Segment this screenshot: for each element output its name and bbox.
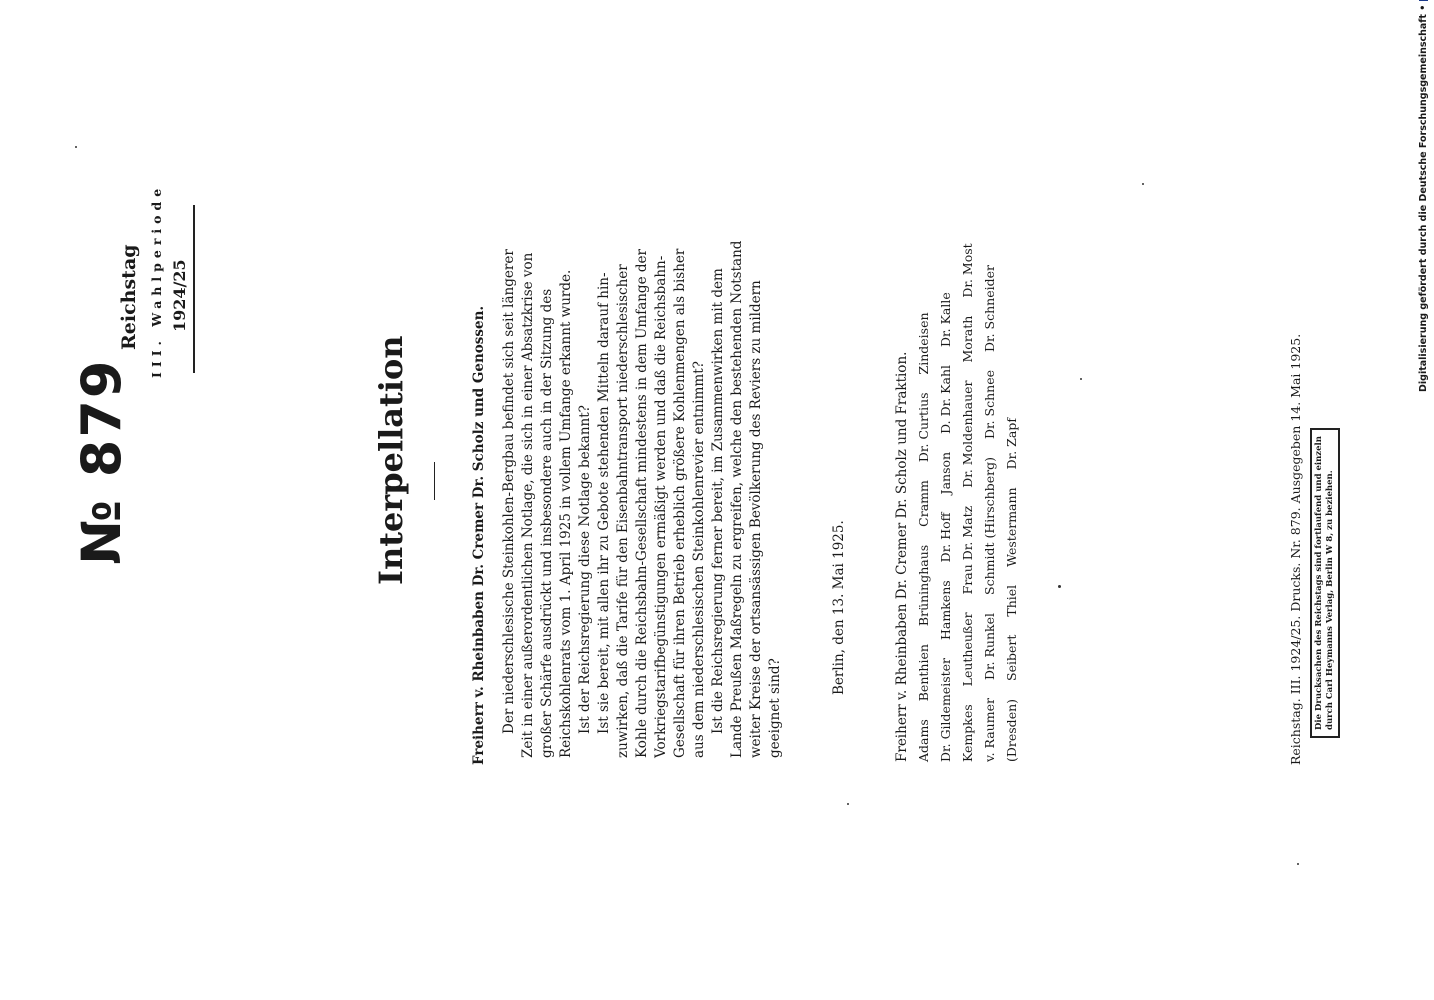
signer-name: Dr. Kalle xyxy=(938,292,953,347)
signer-name: Morath xyxy=(960,315,975,363)
scan-speck xyxy=(1297,863,1299,865)
dfg-logo xyxy=(1419,0,1428,1)
signer-name: Dr. Hoff xyxy=(938,512,953,563)
signer-name: v. Raumer xyxy=(982,698,997,762)
signer-name: Brüninghaus xyxy=(916,544,931,627)
scan-speck xyxy=(1142,183,1144,185)
body-line: Vorkriegstarifbegünstigungen ermäßigt werden und daß die Reichsbahn- xyxy=(653,255,669,758)
signer-name: Dr. Schnee xyxy=(982,370,997,440)
signer-name: Dr. Runkel xyxy=(982,612,997,681)
document-number: № 879 xyxy=(70,358,133,565)
body-line: Lande Preußen Maßregeln zu ergreifen, welche den bestehenden Notstand xyxy=(729,240,745,758)
document-title: Interpellation xyxy=(372,335,410,585)
signers-row xyxy=(957,243,979,762)
signer-name: Westermann xyxy=(1004,487,1019,567)
body-line: Ist der Reichsregierung diese Notlage bekannt? xyxy=(577,405,593,734)
signer-name: Janson xyxy=(938,451,953,495)
body-line: Reichskohlenrats vom 1. April 1925 in vollem Umfange erkannt wurde. xyxy=(558,269,574,758)
body-line: großer Schärfe ausdrückt und insbesondere auch in der Sitzung des xyxy=(539,288,555,758)
body-line: zuwirken, daß die Tarife für den Eisenbahntransport niederschlesischer xyxy=(615,264,631,758)
body-line: weiter Kreise der ortsansässigen Bevölkerung des Reviers zu mildern xyxy=(748,280,764,758)
signer-name: Leutheußer xyxy=(960,612,975,687)
note-line: Die Drucksachen des Reichstags sind fortlaufend und einzeln xyxy=(1314,436,1324,730)
body-line: Gesellschaft für ihren Betrieb erheblich größere Kohlenmengen als bisher xyxy=(672,248,688,758)
scan-speck xyxy=(847,803,849,805)
signers-row xyxy=(1001,243,1023,762)
body-text xyxy=(500,241,785,758)
signer-name: Hamkens xyxy=(938,580,953,640)
signer-name: Zindeisen xyxy=(916,312,931,375)
signers-list xyxy=(913,243,1023,762)
signer-name: Schmidt (Hirschberg) xyxy=(982,457,997,595)
signer-name: Benthien xyxy=(916,644,931,702)
signers-heading: Freiherr v. Rheinbaben Dr. Cremer Dr. Scholz und Fraktion. xyxy=(894,351,910,762)
footer-line: Reichstag. III. 1924/25. Drucks. Nr. 879. Ausgegeben 14. Mai 1925. xyxy=(1288,333,1303,765)
submitters: Freiherr v. Rheinbaben Dr. Cremer Dr. Scholz und Genossen. xyxy=(471,305,487,765)
masthead-title: Reichstag xyxy=(118,244,140,350)
signer-name: Dr. Moldenhauer xyxy=(960,380,975,488)
scan-speck xyxy=(1080,378,1082,380)
signer-name: Cramm xyxy=(916,480,931,527)
body-line: Zeit in einer außerordentlichen Notlage, die sich in einer Absatzkrise von xyxy=(520,252,536,758)
signer-name: Dr. Zapf xyxy=(1004,418,1019,470)
signer-name: Frau Dr. Matz xyxy=(960,505,975,595)
title-rule xyxy=(434,462,435,500)
date-line: Berlin, den 13. Mai 1925. xyxy=(831,520,847,695)
scan-speck xyxy=(75,146,77,148)
distribution-note xyxy=(1310,428,1340,738)
body-line: Ist sie bereit, mit allen ihr zu Gebote stehenden Mitteln darauf hin- xyxy=(596,272,612,734)
signer-name: D. Dr. Kahl xyxy=(938,364,953,434)
masthead-rule xyxy=(193,205,195,373)
signer-name: Seibert xyxy=(1004,634,1019,681)
body-line: Der niederschlesische Steinkohlen-Bergbau befindet sich seit längerer xyxy=(501,249,517,734)
scan-speck xyxy=(1058,585,1061,588)
body-line: Kohle durch die Reichsbahn-Gesellschaft mindestens in dem Umfange der xyxy=(634,249,650,758)
masthead-years: 1924/25 xyxy=(170,259,189,332)
signers-row xyxy=(979,243,1001,762)
body-line: Ist die Reichsregierung ferner bereit, im Zusammenwirken mit dem xyxy=(710,268,726,734)
digitization-credit xyxy=(1418,0,1429,392)
signer-name: Kempkes xyxy=(960,704,975,762)
signer-name: Thiel xyxy=(1004,584,1019,617)
signer-name: Dr. Curtius xyxy=(916,392,931,463)
masthead-period: III. Wahlperiode xyxy=(149,183,164,378)
signers-row xyxy=(935,243,957,762)
signer-name: Dr. Schneider xyxy=(982,265,997,353)
body-line: geeignet sind? xyxy=(767,658,783,758)
signers-row xyxy=(913,243,935,762)
body-line: aus dem niederschlesischen Steinkohlenrevier entnimmt? xyxy=(691,361,707,758)
credit-text: Digitalisierung gefördert durch die Deutsche Forschungsgemeinschaft • xyxy=(1418,4,1429,392)
signer-name: (Dresden) xyxy=(1004,698,1019,762)
signer-name: Dr. Most xyxy=(960,243,975,298)
signer-name: Adams xyxy=(916,719,931,762)
signer-name: Dr. Gildemeister xyxy=(938,657,953,762)
note-line: durch Carl Heymanns Verlag, Berlin W 8, zu beziehen. xyxy=(1325,470,1335,730)
